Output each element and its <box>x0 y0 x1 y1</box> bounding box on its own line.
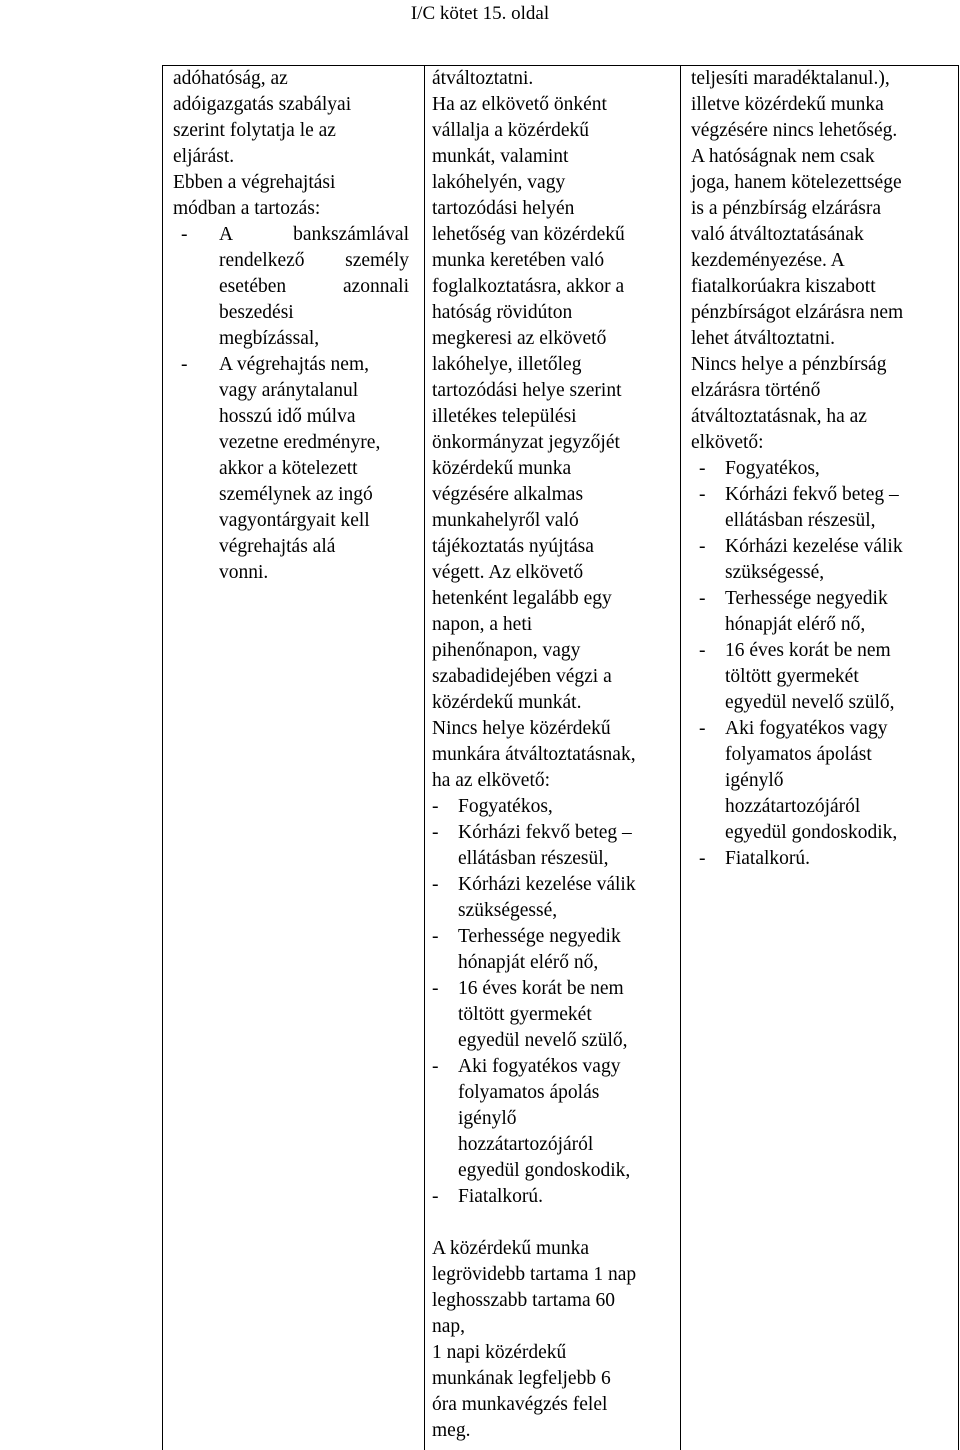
text-line: önkormányzat jegyzőjét <box>432 432 620 453</box>
text-line: foglalkoztatásra, akkor a <box>432 276 625 297</box>
text-line: hetenként legalább egy <box>432 588 612 609</box>
col2-tail <box>432 1236 676 1444</box>
text-line: akkor a kötelezett <box>219 458 358 479</box>
col2-body <box>432 66 676 794</box>
text-line: egyedül gondoskodik, <box>458 1160 631 1181</box>
text-line: vonni. <box>219 562 269 583</box>
text-line: szükségessé, <box>458 900 558 921</box>
text-line: ellátásban részesül, <box>458 848 609 869</box>
text-line: lakóhelye, illetőleg <box>432 354 582 375</box>
list-item <box>432 872 676 924</box>
list-dash: - <box>699 640 706 661</box>
text-line: teljesíti maradéktalanul.), <box>691 68 890 89</box>
text-line: A hatóságnak nem csak <box>691 146 875 167</box>
column-3 <box>691 66 955 872</box>
text-line: folyamatos ápolást <box>725 744 872 765</box>
text-line: esetében azonnali <box>219 276 409 297</box>
text-line: elkövető: <box>691 432 764 453</box>
text-line: Fogyatékos, <box>458 796 553 817</box>
text-line: átváltoztatásnak, ha az <box>691 406 867 427</box>
text-line: eljárást. <box>173 146 235 167</box>
list-dash: - <box>432 926 439 947</box>
list-dash: - <box>699 588 706 609</box>
text-line: Nincs helye közérdekű <box>432 718 611 739</box>
text-line: Fogyatékos, <box>725 458 820 479</box>
text-line: fiatalkorúakra kiszabott <box>691 276 876 297</box>
list-item <box>691 482 955 534</box>
text-line: megbízással, <box>219 328 320 349</box>
text-line: meg. <box>432 1420 471 1441</box>
text-line: munkahelyről való <box>432 510 579 531</box>
text-line: hatóság rövidúton <box>432 302 573 323</box>
page-header: I/C kötet 15. oldal <box>410 3 550 24</box>
text-line: Terhessége negyedik <box>458 926 621 947</box>
text-line: végzésére nincs lehetőség. <box>691 120 898 141</box>
text-line: megkeresi az elkövető <box>432 328 607 349</box>
text-line: beszedési <box>219 302 294 323</box>
text-line: Kórházi kezelése válik <box>458 874 636 895</box>
text-line: igénylő <box>725 770 784 791</box>
text-line: A közérdekű munka <box>432 1238 590 1259</box>
text-line: tartozódási helye szerint <box>432 380 622 401</box>
text-line: A bankszámlával <box>219 224 409 245</box>
text-line: személynek az ingó <box>219 484 373 505</box>
text-line: vagyontárgyait kell <box>219 510 370 531</box>
text-line: joga, hanem kötelezettsége <box>691 172 902 193</box>
text-line: végrehajtás alá <box>219 536 336 557</box>
list-item <box>691 534 955 586</box>
text-line: hozzátartozójáról <box>458 1134 594 1155</box>
list-dash: - <box>181 354 188 375</box>
text-line: munkára átváltoztatásnak, <box>432 744 636 765</box>
list-dash: - <box>432 1056 439 1077</box>
text-line: szerint folytatja le az <box>173 120 336 141</box>
text-line: Ebben a végrehajtási <box>173 172 336 193</box>
text-line: Kórházi kezelése válik <box>725 536 903 557</box>
list-dash: - <box>432 978 439 999</box>
text-line: való átváltoztatásának <box>691 224 864 245</box>
text-line: ha az elkövető: <box>432 770 551 791</box>
text-line: illetékes települési <box>432 406 577 427</box>
column-1 <box>173 66 409 586</box>
text-line: munka keretében való <box>432 250 605 271</box>
text-line: Fiatalkorú. <box>725 848 811 869</box>
list-item <box>173 352 409 586</box>
text-line: folyamatos ápolás <box>458 1082 600 1103</box>
list-dash: - <box>699 718 706 739</box>
list-item <box>691 456 955 482</box>
text-line: vállalja a közérdekű <box>432 120 589 141</box>
text-line: hónapját elérő nő, <box>725 614 866 635</box>
text-line: lakóhelyén, vagy <box>432 172 566 193</box>
text-line: hosszú idő múlva <box>219 406 356 427</box>
table-border-left <box>162 65 163 1450</box>
text-line: egyedül nevelő szülő, <box>725 692 895 713</box>
text-line: munkát, valamint <box>432 146 569 167</box>
text-line: leghosszabb tartama 60 <box>432 1290 616 1311</box>
list-item <box>432 976 676 1054</box>
text-line: Nincs helye a pénzbírság <box>691 354 887 375</box>
text-line: A végrehajtás nem, <box>219 354 369 375</box>
list-dash: - <box>181 224 188 245</box>
text-line: napon, a heti <box>432 614 533 635</box>
text-line: igénylő <box>458 1108 517 1129</box>
text-line: átváltoztatni. <box>432 68 534 89</box>
table-border-right <box>958 65 959 1450</box>
text-line: rendelkező személy <box>219 250 409 271</box>
text-line: lehet átváltoztatni. <box>691 328 836 349</box>
text-line: szükségessé, <box>725 562 825 583</box>
text-line: közérdekű munka <box>432 458 572 479</box>
text-line: szabadidejében végzi a <box>432 666 612 687</box>
text-line: is a pénzbírság elzárásra <box>691 198 882 219</box>
list-dash: - <box>699 458 706 479</box>
list-dash: - <box>699 484 706 505</box>
text-line: Aki fogyatékos vagy <box>725 718 888 739</box>
list-item <box>173 222 409 352</box>
list-dash: - <box>699 536 706 557</box>
list-item <box>432 820 676 872</box>
col3-body <box>691 66 955 456</box>
list-dash: - <box>699 848 706 869</box>
column-divider-2 <box>680 65 681 1450</box>
text-line: 1 napi közérdekű <box>432 1342 567 1363</box>
text-line: legrövidebb tartama 1 nap <box>432 1264 637 1285</box>
text-line: kezdeményezése. A <box>691 250 845 271</box>
text-line: hónapját elérő nő, <box>458 952 599 973</box>
list-dash: - <box>432 822 439 843</box>
text-line: 16 éves korát be nem <box>725 640 891 661</box>
text-line: vezetne eredményre, <box>219 432 381 453</box>
text-line: lehetőség van közérdekű <box>432 224 625 245</box>
column-divider-1 <box>424 65 425 1450</box>
text-line: hozzátartozójáról <box>725 796 861 817</box>
list-item <box>432 794 676 820</box>
list-item <box>691 846 955 872</box>
list-item <box>432 1054 676 1184</box>
text-line: közérdekű munkát. <box>432 692 582 713</box>
list-item <box>432 924 676 976</box>
text-line: Ha az elkövető önként <box>432 94 607 115</box>
list-dash: - <box>432 796 439 817</box>
list-dash: - <box>432 874 439 895</box>
list-item <box>691 716 955 846</box>
text-line: vagy aránytalanul <box>219 380 359 401</box>
list-item <box>691 586 955 638</box>
text-line: egyedül gondoskodik, <box>725 822 898 843</box>
text-line: ellátásban részesül, <box>725 510 876 531</box>
text-line: tartozódási helyén <box>432 198 575 219</box>
col1-intro <box>173 66 409 222</box>
text-line: illetve közérdekű munka <box>691 94 884 115</box>
text-line: módban a tartozás: <box>173 198 321 219</box>
text-line: óra munkavégzés felel <box>432 1394 608 1415</box>
text-line: pénzbírságot elzárásra nem <box>691 302 904 323</box>
list-item <box>432 1184 676 1210</box>
text-line: adóigazgatás szabályai <box>173 94 352 115</box>
text-line: Kórházi fekvő beteg – <box>725 484 899 505</box>
text-line: Aki fogyatékos vagy <box>458 1056 621 1077</box>
list-dash: - <box>432 1186 439 1207</box>
text-line: tájékoztatás nyújtása <box>432 536 594 557</box>
text-line: adóhatóság, az <box>173 68 288 89</box>
text-line: egyedül nevelő szülő, <box>458 1030 628 1051</box>
text-line: végett. Az elkövető <box>432 562 584 583</box>
text-line: nap, <box>432 1316 466 1337</box>
text-line: 16 éves korát be nem <box>458 978 624 999</box>
list-item <box>691 638 955 716</box>
text-line: végzésére alkalmas <box>432 484 584 505</box>
text-line: töltött gyermekét <box>458 1004 592 1025</box>
text-line: Terhessége negyedik <box>725 588 888 609</box>
text-line: Fiatalkorú. <box>458 1186 544 1207</box>
text-line: töltött gyermekét <box>725 666 859 687</box>
text-line: Kórházi fekvő beteg – <box>458 822 632 843</box>
column-2 <box>432 66 676 1444</box>
text-line: pihenőnapon, vagy <box>432 640 581 661</box>
text-line: munkának legfeljebb 6 <box>432 1368 611 1389</box>
text-line: elzárásra történő <box>691 380 821 401</box>
